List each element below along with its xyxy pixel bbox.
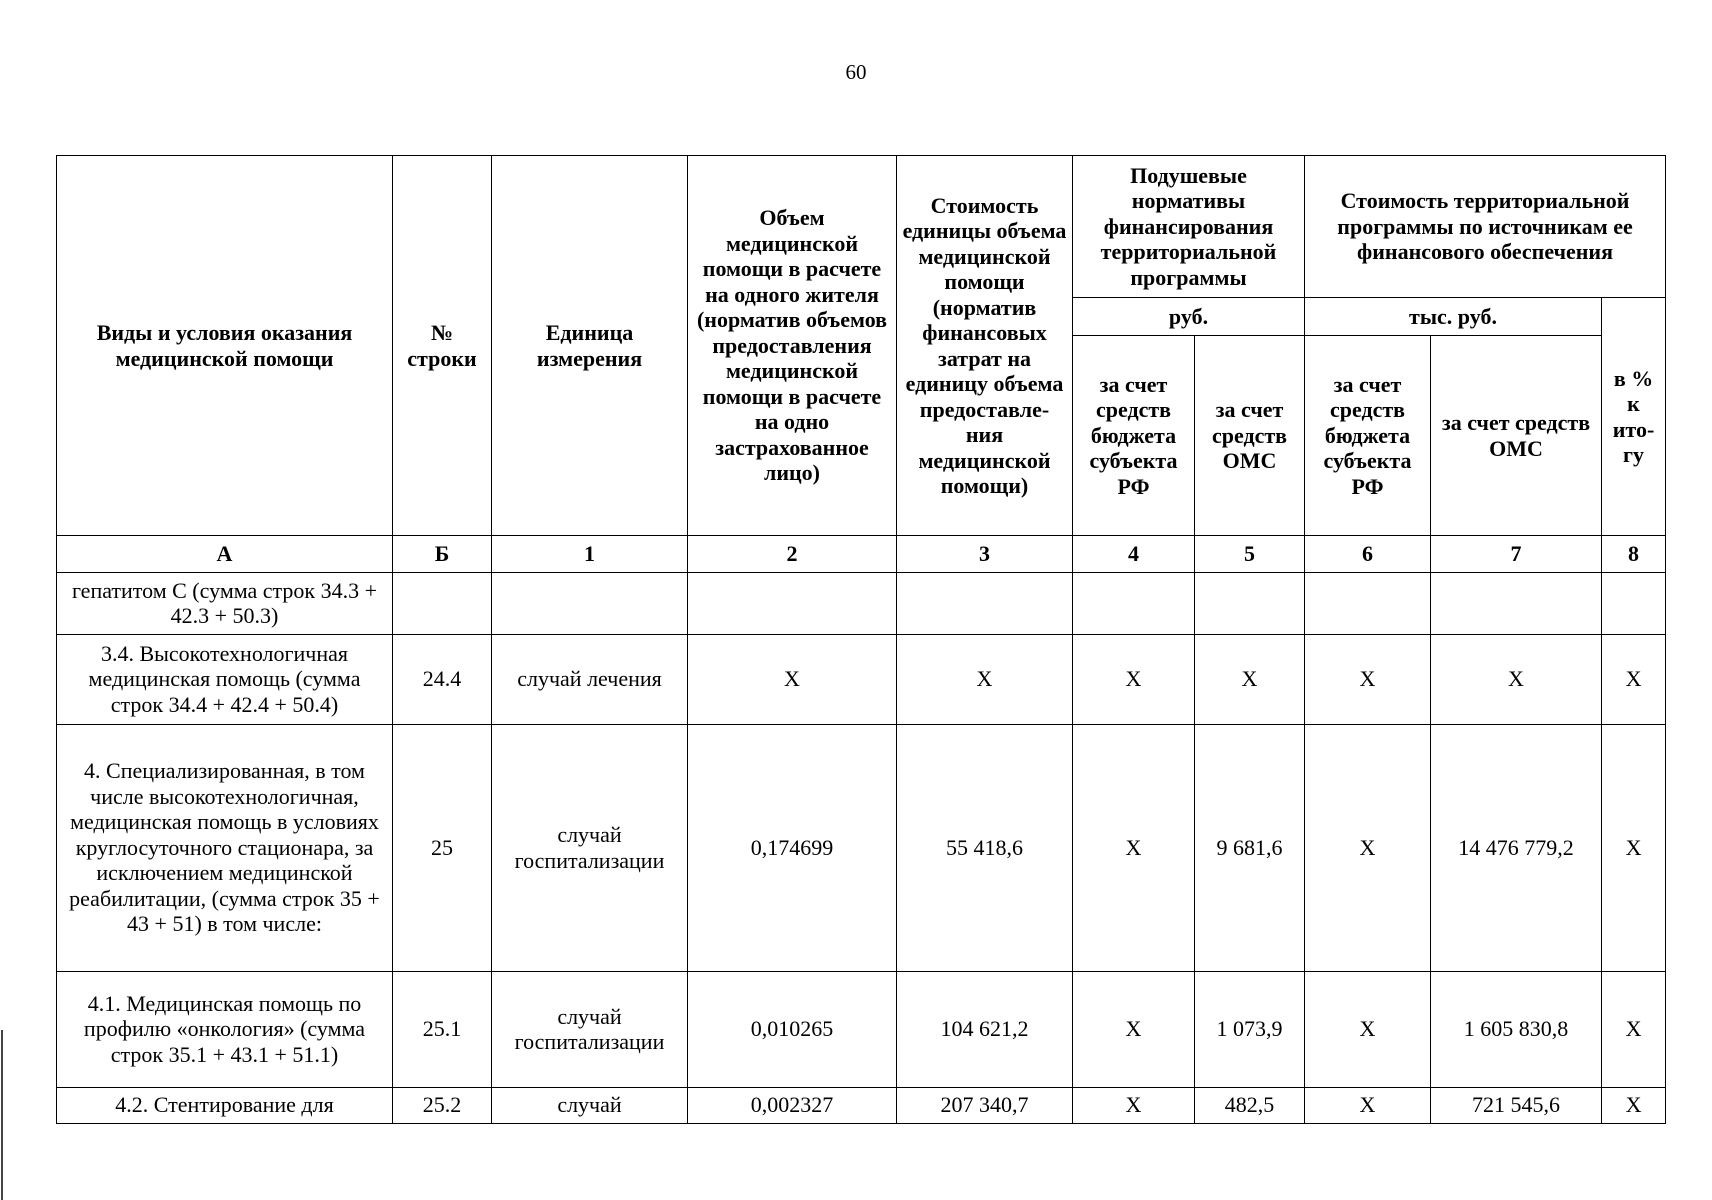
unit-cost-cell: 55 418,6 bbox=[897, 724, 1073, 971]
page-number: 60 bbox=[845, 60, 867, 84]
cost-budget-cell: Х bbox=[1305, 634, 1431, 724]
per-capita-budget-cell: Х bbox=[1073, 971, 1195, 1087]
financing-table bbox=[56, 155, 1666, 1124]
cost-oms-cell: 1 605 830,8 bbox=[1431, 971, 1602, 1087]
column-index: 5 bbox=[1195, 536, 1305, 573]
header-col-2: Объем медицинской помощи в расчете на одного жителя (норматив объемов предоставления медицинской помощи в расчете на одно застрахованное лицо) bbox=[688, 156, 897, 536]
cell bbox=[393, 572, 492, 634]
cell bbox=[1602, 572, 1666, 634]
header-col-6: за счет средств бюджета субъекта РФ bbox=[1305, 336, 1431, 536]
row-number: 24.4 bbox=[393, 634, 492, 724]
volume-cell: 0,174699 bbox=[688, 724, 897, 971]
column-index-row bbox=[57, 536, 1666, 573]
row-label: 3.4. Высокотехнологичная медицинская помощь (сумма строк 34.4 + 42.4 + 50.4) bbox=[57, 634, 393, 724]
per-capita-budget-cell: Х bbox=[1073, 1087, 1195, 1123]
cell bbox=[1073, 572, 1195, 634]
cost-budget-cell: Х bbox=[1305, 724, 1431, 971]
table-header bbox=[57, 156, 1666, 573]
row-label: 4.1. Медицинская помощь по профилю «онкология» (сумма строк 35.1 + 43.1 + 51.1) bbox=[57, 971, 393, 1087]
per-capita-budget-cell: Х bbox=[1073, 724, 1195, 971]
row-label: 4.2. Стентирование для bbox=[57, 1087, 393, 1123]
unit-cell: случай госпитализации bbox=[492, 724, 688, 971]
table-row bbox=[57, 634, 1666, 724]
row-number: 25.1 bbox=[393, 971, 492, 1087]
per-capita-oms-cell: 9 681,6 bbox=[1195, 724, 1305, 971]
column-index: 6 bbox=[1305, 536, 1431, 573]
cell bbox=[897, 572, 1073, 634]
per-capita-oms-cell: 482,5 bbox=[1195, 1087, 1305, 1123]
table-row bbox=[57, 1087, 1666, 1123]
column-index: Б bbox=[393, 536, 492, 573]
header-unit-rub: руб. bbox=[1073, 298, 1305, 336]
header-col-a: Виды и условия оказания медицинской помощи bbox=[57, 156, 393, 536]
header-group-cost: Стоимость территориальной программы по источникам ее финансового обеспечения bbox=[1305, 156, 1666, 298]
cost-oms-cell: Х bbox=[1431, 634, 1602, 724]
column-index: А bbox=[57, 536, 393, 573]
column-index: 7 bbox=[1431, 536, 1602, 573]
unit-cell: случай лечения bbox=[492, 634, 688, 724]
scan-edge-line bbox=[1, 1030, 3, 1200]
column-index: 2 bbox=[688, 536, 897, 573]
unit-cost-cell: 207 340,7 bbox=[897, 1087, 1073, 1123]
per-capita-budget-cell: Х bbox=[1073, 634, 1195, 724]
header-col-7: за счет средств ОМС bbox=[1431, 336, 1602, 536]
cost-oms-cell: 14 476 779,2 bbox=[1431, 724, 1602, 971]
cost-budget-cell: Х bbox=[1305, 971, 1431, 1087]
row-label: гепатитом С (сумма строк 34.3 + 42.3 + 50.3) bbox=[57, 572, 393, 634]
unit-cell: случай госпитализации bbox=[492, 971, 688, 1087]
column-index: 3 bbox=[897, 536, 1073, 573]
cell bbox=[688, 572, 897, 634]
volume-cell: 0,010265 bbox=[688, 971, 897, 1087]
percent-cell: Х bbox=[1602, 1087, 1666, 1123]
cost-oms-cell: 721 545,6 bbox=[1431, 1087, 1602, 1123]
per-capita-oms-cell: Х bbox=[1195, 634, 1305, 724]
table-body bbox=[57, 572, 1666, 1123]
table-row bbox=[57, 724, 1666, 971]
volume-cell: 0,002327 bbox=[688, 1087, 897, 1123]
cell bbox=[1195, 572, 1305, 634]
volume-cell: Х bbox=[688, 634, 897, 724]
row-number: 25.2 bbox=[393, 1087, 492, 1123]
per-capita-oms-cell: 1 073,9 bbox=[1195, 971, 1305, 1087]
percent-cell: Х bbox=[1602, 724, 1666, 971]
header-col-8: в % к ито-гу bbox=[1602, 298, 1666, 536]
row-number: 25 bbox=[393, 724, 492, 971]
table-row bbox=[57, 572, 1666, 634]
unit-cost-cell: Х bbox=[897, 634, 1073, 724]
header-col-5: за счет средств ОМС bbox=[1195, 336, 1305, 536]
column-index: 8 bbox=[1602, 536, 1666, 573]
header-col-1: Единица измерения bbox=[492, 156, 688, 536]
unit-cell: случай bbox=[492, 1087, 688, 1123]
header-col-3: Стоимость единицы объема медицинской помощи (норматив финансовых затрат на единицу объема предоставле-ния медицинской помощи) bbox=[897, 156, 1073, 536]
cost-budget-cell: Х bbox=[1305, 1087, 1431, 1123]
header-unit-thousand-rub: тыс. руб. bbox=[1305, 298, 1602, 336]
column-index: 1 bbox=[492, 536, 688, 573]
row-label: 4. Специализированная, в том числе высокотехнологичная, медицинская помощь в условиях круглосуточного стационара, за исключением медицинской реабилитации, (сумма строк 35 + 43 + 51) в том числе: bbox=[57, 724, 393, 971]
column-index: 4 bbox=[1073, 536, 1195, 573]
percent-cell: Х bbox=[1602, 634, 1666, 724]
header-col-b: № строки bbox=[393, 156, 492, 536]
percent-cell: Х bbox=[1602, 971, 1666, 1087]
unit-cost-cell: 104 621,2 bbox=[897, 971, 1073, 1087]
cell bbox=[1431, 572, 1602, 634]
table-row bbox=[57, 971, 1666, 1087]
header-col-4: за счет средств бюджета субъекта РФ bbox=[1073, 336, 1195, 536]
cell bbox=[1305, 572, 1431, 634]
header-group-per-capita: Подушевые нормативы финансирования территориальной программы bbox=[1073, 156, 1305, 298]
cell bbox=[492, 572, 688, 634]
